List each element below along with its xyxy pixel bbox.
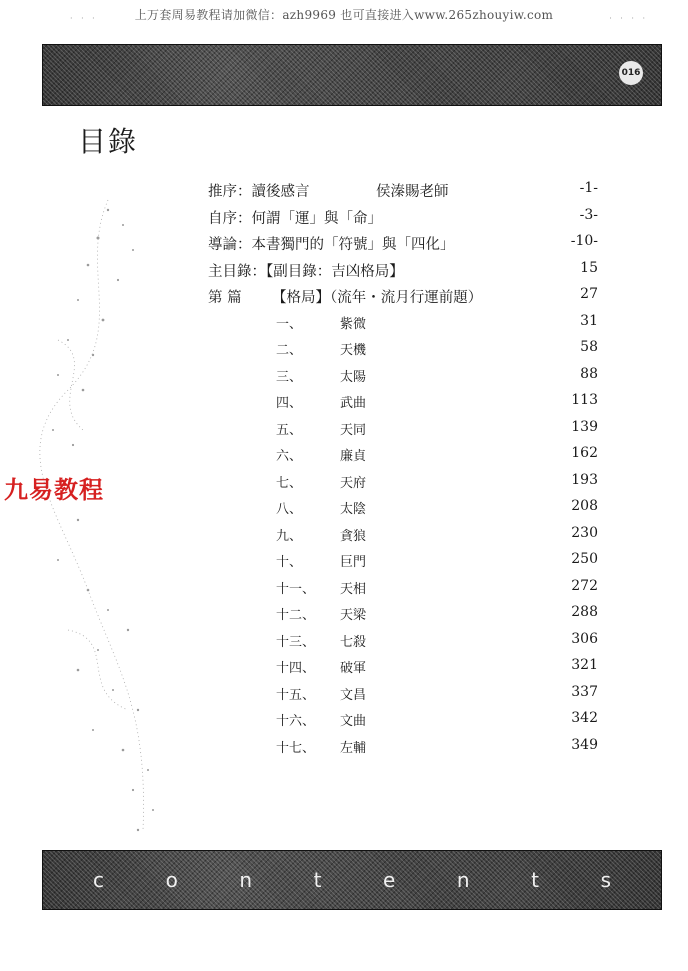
toc-star-name: 破軍 bbox=[340, 661, 367, 676]
contents-letter: n bbox=[456, 868, 470, 892]
toc-page-number: 342 bbox=[571, 710, 598, 726]
header-band bbox=[42, 44, 662, 106]
toc-star-index: 一、 bbox=[276, 316, 303, 332]
toc-page-number: 272 bbox=[571, 577, 598, 594]
contents-letter: o bbox=[165, 868, 178, 892]
toc-page-number: 193 bbox=[571, 471, 598, 488]
toc-star-name: 武曲 bbox=[340, 396, 367, 411]
toc-page-number: 139 bbox=[571, 418, 598, 435]
toc-star-index: 七、 bbox=[276, 475, 303, 491]
toc-part-title: 【格局】（流年・流月行運前題） bbox=[272, 290, 483, 306]
toc-row-part[interactable] bbox=[208, 286, 598, 313]
contents-letter: e bbox=[383, 868, 396, 892]
contents-letter: t bbox=[531, 868, 539, 892]
toc-row-preface-self[interactable] bbox=[208, 207, 598, 234]
table-of-contents bbox=[208, 180, 598, 763]
toc-star-index: 十五、 bbox=[276, 687, 316, 703]
toc-star-name: 左輔 bbox=[340, 740, 367, 756]
toc-entry-text: 導論：本書獨門的「符號」與「四化」 bbox=[208, 237, 455, 253]
toc-row-star[interactable] bbox=[208, 631, 598, 658]
toc-page-number: 230 bbox=[571, 524, 598, 541]
toc-row-star[interactable] bbox=[208, 366, 598, 393]
contents-letter: n bbox=[239, 868, 253, 892]
toc-row-star[interactable] bbox=[208, 684, 598, 711]
toc-star-name: 貪狼 bbox=[340, 528, 367, 544]
toc-row-star[interactable] bbox=[208, 498, 598, 525]
toc-page-number: 58 bbox=[580, 339, 598, 355]
page-title: 目錄 bbox=[78, 125, 139, 158]
top-watermark: 上万套周易教程请加微信：azh9969 也可直接进入www.265zhouyiw.com bbox=[134, 8, 554, 22]
toc-star-index: 十四、 bbox=[276, 661, 316, 676]
contents-letter: c bbox=[93, 868, 104, 892]
toc-star-index: 十三、 bbox=[276, 634, 316, 650]
toc-entry-text: 主目錄：【副目錄：吉凶格局】 bbox=[208, 263, 404, 280]
contents-letter: t bbox=[313, 868, 322, 892]
toc-star-name: 太陽 bbox=[340, 369, 367, 385]
footer-band bbox=[42, 850, 662, 910]
toc-row-star[interactable] bbox=[208, 339, 598, 366]
toc-page-number: -3- bbox=[579, 206, 598, 223]
toc-page-number: 162 bbox=[571, 445, 598, 461]
toc-page-number: 113 bbox=[571, 392, 598, 408]
side-brand-label: 九易教程 bbox=[4, 476, 104, 504]
toc-star-index: 十二、 bbox=[276, 608, 316, 623]
toc-page-number: -1- bbox=[579, 180, 598, 196]
toc-star-index: 十六、 bbox=[276, 714, 316, 729]
toc-star-index: 六、 bbox=[276, 449, 303, 464]
toc-star-name: 七殺 bbox=[340, 634, 367, 650]
contents-word bbox=[43, 851, 661, 909]
toc-row-star[interactable] bbox=[208, 551, 598, 578]
toc-page-number: 31 bbox=[580, 312, 598, 329]
toc-row-star[interactable] bbox=[208, 710, 598, 737]
toc-page-number: 349 bbox=[571, 736, 598, 753]
toc-row-star[interactable] bbox=[208, 313, 598, 340]
toc-page-number: 250 bbox=[571, 551, 598, 567]
toc-star-index: 四、 bbox=[276, 396, 303, 411]
toc-page-number: -10- bbox=[570, 233, 598, 249]
toc-row-preface-recommend[interactable] bbox=[208, 180, 598, 207]
toc-row-star[interactable] bbox=[208, 525, 598, 552]
toc-page-number: 337 bbox=[571, 683, 598, 700]
toc-star-name: 天機 bbox=[340, 343, 367, 358]
toc-star-name: 巨門 bbox=[340, 555, 367, 570]
toc-row-star[interactable] bbox=[208, 445, 598, 472]
toc-page-number: 15 bbox=[580, 259, 598, 276]
contents-letter: s bbox=[600, 868, 611, 892]
toc-row-star[interactable] bbox=[208, 392, 598, 419]
decorative-dots-left: · · · bbox=[70, 14, 98, 23]
toc-star-name: 天同 bbox=[340, 422, 367, 438]
toc-page-number: 288 bbox=[571, 604, 598, 620]
toc-entry-author: 侯溱賜老師 bbox=[376, 184, 449, 200]
toc-star-index: 十、 bbox=[276, 555, 303, 570]
toc-star-name: 文昌 bbox=[340, 687, 367, 703]
toc-row-star[interactable] bbox=[208, 578, 598, 605]
toc-star-name: 天府 bbox=[340, 475, 367, 491]
page-number-badge: 016 bbox=[619, 61, 643, 85]
toc-row-star[interactable] bbox=[208, 737, 598, 764]
toc-star-name: 文曲 bbox=[340, 714, 367, 729]
toc-star-name: 天相 bbox=[340, 581, 367, 597]
toc-entry-text: 推序：讀後感言 bbox=[208, 184, 310, 200]
decorative-dots-right: · · · · bbox=[609, 14, 648, 23]
toc-page-number: 88 bbox=[580, 365, 598, 382]
toc-star-index: 五、 bbox=[276, 422, 303, 438]
toc-star-index: 十七、 bbox=[276, 740, 316, 756]
toc-page-number: 306 bbox=[571, 630, 598, 647]
toc-star-index: 八、 bbox=[276, 502, 303, 517]
toc-star-name: 廉貞 bbox=[340, 449, 367, 464]
floral-decoration bbox=[38, 190, 168, 840]
toc-part-label: 第 篇 bbox=[208, 290, 242, 306]
toc-row-star[interactable] bbox=[208, 604, 598, 631]
toc-star-name: 紫微 bbox=[340, 316, 367, 332]
toc-star-list bbox=[208, 313, 598, 764]
toc-page-number: 27 bbox=[580, 286, 598, 302]
toc-page-number: 208 bbox=[571, 498, 598, 514]
toc-page-number: 321 bbox=[571, 657, 598, 673]
toc-star-index: 十一、 bbox=[276, 581, 316, 597]
toc-star-name: 太陰 bbox=[340, 502, 367, 517]
toc-row-introduction[interactable] bbox=[208, 233, 598, 260]
toc-star-index: 二、 bbox=[276, 343, 303, 358]
toc-star-name: 天梁 bbox=[340, 608, 367, 623]
toc-row-star[interactable] bbox=[208, 657, 598, 684]
toc-entry-text: 自序：何謂「運」與「命」 bbox=[208, 210, 382, 227]
toc-row-star[interactable] bbox=[208, 419, 598, 446]
toc-row-main-contents[interactable] bbox=[208, 260, 598, 287]
toc-star-index: 九、 bbox=[276, 528, 303, 544]
toc-row-star[interactable] bbox=[208, 472, 598, 499]
toc-star-index: 三、 bbox=[276, 369, 303, 385]
